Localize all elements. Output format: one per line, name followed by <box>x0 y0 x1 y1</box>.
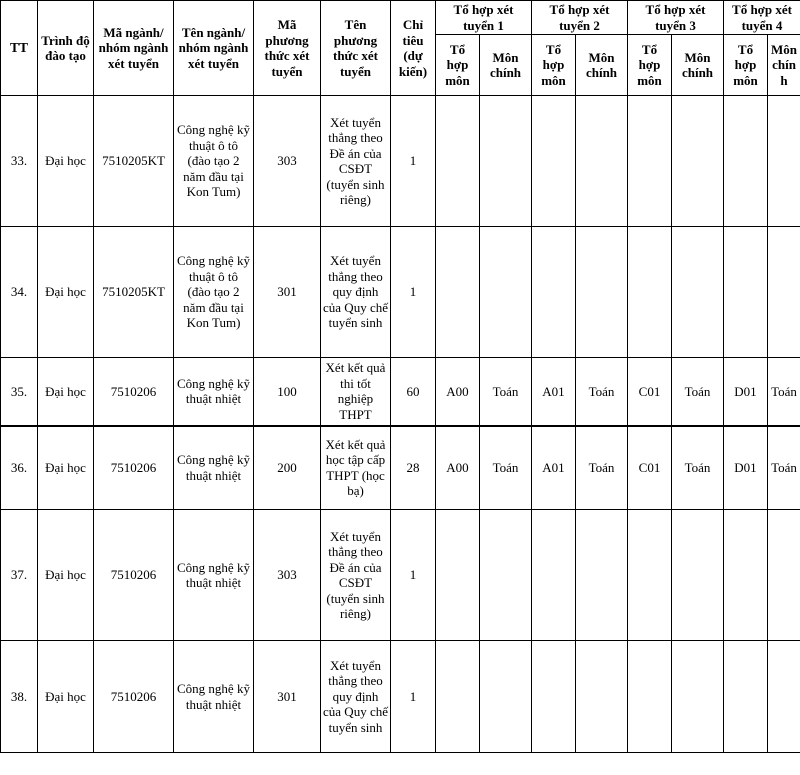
row-to-hop-1 <box>436 510 480 641</box>
row-chi-tieu: 1 <box>391 510 436 641</box>
header-ten-phuong-thuc: Tên phương thức xét tuyển <box>321 1 391 96</box>
table-row <box>1 96 800 227</box>
row-to-hop-4 <box>724 641 768 753</box>
row-to-hop-2: A01 <box>532 358 576 426</box>
row-mon-chinh-1 <box>480 510 532 641</box>
row-mon-chinh-4 <box>768 510 800 641</box>
header-mon-chinh-1: Môn chính <box>480 35 532 96</box>
row-to-hop-1 <box>436 227 480 358</box>
row-tt: 35. <box>1 358 38 426</box>
row-tt: 38. <box>1 641 38 753</box>
row-mon-chinh-2: Toán <box>576 426 628 510</box>
row-mon-chinh-4: Toán <box>768 358 800 426</box>
row-tt: 33. <box>1 96 38 227</box>
row-chi-tieu: 28 <box>391 426 436 510</box>
row-trinh-do: Đại học <box>38 641 94 753</box>
row-trinh-do: Đại học <box>38 510 94 641</box>
row-to-hop-3: C01 <box>628 426 672 510</box>
row-trinh-do: Đại học <box>38 96 94 227</box>
row-tt: 36. <box>1 426 38 510</box>
row-mon-chinh-4 <box>768 641 800 753</box>
table-row <box>1 510 800 641</box>
row-to-hop-4: D01 <box>724 426 768 510</box>
row-to-hop-2 <box>532 227 576 358</box>
table-row <box>1 641 800 753</box>
header-tt: TT <box>1 1 38 96</box>
row-to-hop-2: A01 <box>532 426 576 510</box>
row-ten-phuong-thuc: Xét tuyển thẳng theo quy định của Quy chế tuyển sinh <box>321 641 391 753</box>
row-chi-tieu: 1 <box>391 96 436 227</box>
row-ten-phuong-thuc: Xét tuyển thẳng theo quy định của Quy chế tuyển sinh <box>321 227 391 358</box>
row-to-hop-2 <box>532 96 576 227</box>
row-ten-phuong-thuc: Xét tuyển thẳng theo Đề án của CSĐT (tuyển sinh riêng) <box>321 510 391 641</box>
row-mon-chinh-1 <box>480 227 532 358</box>
row-mon-chinh-4 <box>768 227 800 358</box>
header-row-1 <box>1 1 800 35</box>
row-ma-nganh: 7510206 <box>94 510 174 641</box>
row-to-hop-3 <box>628 510 672 641</box>
row-mon-chinh-3 <box>672 227 724 358</box>
row-ten-nganh: Công nghệ kỹ thuật nhiệt <box>174 358 254 426</box>
row-to-hop-3 <box>628 641 672 753</box>
header-mon-chinh-3: Môn chính <box>672 35 724 96</box>
row-mon-chinh-3 <box>672 510 724 641</box>
header-to-hop-1: Tổ hợp môn <box>436 35 480 96</box>
header-group-1: Tổ hợp xét tuyển 1 <box>436 1 532 35</box>
header-to-hop-4: Tổ hợp môn <box>724 35 768 96</box>
header-mon-chinh-2: Môn chính <box>576 35 628 96</box>
row-ten-nganh: Công nghệ kỹ thuật nhiệt <box>174 641 254 753</box>
row-mon-chinh-1 <box>480 641 532 753</box>
row-mon-chinh-2: Toán <box>576 358 628 426</box>
row-mon-chinh-3: Toán <box>672 426 724 510</box>
table-row <box>1 227 800 358</box>
row-ma-nganh: 7510206 <box>94 426 174 510</box>
row-ma-nganh: 7510205KT <box>94 96 174 227</box>
row-mon-chinh-1: Toán <box>480 358 532 426</box>
header-chi-tieu: Chỉ tiêu (dự kiến) <box>391 1 436 96</box>
row-to-hop-4: D01 <box>724 358 768 426</box>
row-to-hop-1: A00 <box>436 358 480 426</box>
row-mon-chinh-1: Toán <box>480 426 532 510</box>
row-ma-nganh: 7510205KT <box>94 227 174 358</box>
row-to-hop-1 <box>436 641 480 753</box>
row-mon-chinh-3: Toán <box>672 358 724 426</box>
row-to-hop-4 <box>724 227 768 358</box>
row-ma-phuong-thuc: 301 <box>254 227 321 358</box>
row-to-hop-4 <box>724 510 768 641</box>
header-to-hop-2: Tổ hợp môn <box>532 35 576 96</box>
header-group-3: Tổ hợp xét tuyển 3 <box>628 1 724 35</box>
row-to-hop-3 <box>628 96 672 227</box>
row-to-hop-2 <box>532 510 576 641</box>
row-to-hop-3 <box>628 227 672 358</box>
header-group-2: Tổ hợp xét tuyển 2 <box>532 1 628 35</box>
row-to-hop-1 <box>436 96 480 227</box>
row-chi-tieu: 60 <box>391 358 436 426</box>
header-mon-chinh-4: Môn chính <box>768 35 800 96</box>
row-ma-phuong-thuc: 200 <box>254 426 321 510</box>
row-mon-chinh-2 <box>576 641 628 753</box>
row-ma-phuong-thuc: 100 <box>254 358 321 426</box>
header-to-hop-3: Tổ hợp môn <box>628 35 672 96</box>
row-mon-chinh-3 <box>672 641 724 753</box>
row-ma-phuong-thuc: 303 <box>254 96 321 227</box>
row-tt: 34. <box>1 227 38 358</box>
row-tt: 37. <box>1 510 38 641</box>
row-chi-tieu: 1 <box>391 641 436 753</box>
row-ma-phuong-thuc: 301 <box>254 641 321 753</box>
row-chi-tieu: 1 <box>391 227 436 358</box>
row-ma-phuong-thuc: 303 <box>254 510 321 641</box>
row-mon-chinh-2 <box>576 510 628 641</box>
row-mon-chinh-3 <box>672 96 724 227</box>
row-ten-nganh: Công nghệ kỹ thuật ô tô (đào tạo 2 năm đầu tại Kon Tum) <box>174 96 254 227</box>
table-row <box>1 426 800 510</box>
header-ma-phuong-thuc: Mã phương thức xét tuyển <box>254 1 321 96</box>
row-trinh-do: Đại học <box>38 358 94 426</box>
row-mon-chinh-2 <box>576 96 628 227</box>
row-ten-phuong-thuc: Xét tuyển thẳng theo Đề án của CSĐT (tuyển sinh riêng) <box>321 96 391 227</box>
row-ma-nganh: 7510206 <box>94 358 174 426</box>
header-trinh-do: Trình độ đào tạo <box>38 1 94 96</box>
row-ma-nganh: 7510206 <box>94 641 174 753</box>
row-mon-chinh-4 <box>768 96 800 227</box>
row-mon-chinh-2 <box>576 227 628 358</box>
header-ma-nganh: Mã ngành/ nhóm ngành xét tuyển <box>94 1 174 96</box>
row-ten-nganh: Công nghệ kỹ thuật nhiệt <box>174 510 254 641</box>
row-trinh-do: Đại học <box>38 227 94 358</box>
row-mon-chinh-4: Toán <box>768 426 800 510</box>
row-ten-phuong-thuc: Xét kết quả học tập cấp THPT (học bạ) <box>321 426 391 510</box>
row-to-hop-2 <box>532 641 576 753</box>
row-ten-nganh: Công nghệ kỹ thuật ô tô (đào tạo 2 năm đầu tại Kon Tum) <box>174 227 254 358</box>
row-to-hop-1: A00 <box>436 426 480 510</box>
row-to-hop-3: C01 <box>628 358 672 426</box>
row-trinh-do: Đại học <box>38 426 94 510</box>
header-ten-nganh: Tên ngành/ nhóm ngành xét tuyển <box>174 1 254 96</box>
row-to-hop-4 <box>724 96 768 227</box>
header-group-4: Tổ hợp xét tuyển 4 <box>724 1 800 35</box>
table-row <box>1 358 800 426</box>
row-ten-phuong-thuc: Xét kết quả thi tốt nghiệp THPT <box>321 358 391 426</box>
row-mon-chinh-1 <box>480 96 532 227</box>
row-ten-nganh: Công nghệ kỹ thuật nhiệt <box>174 426 254 510</box>
